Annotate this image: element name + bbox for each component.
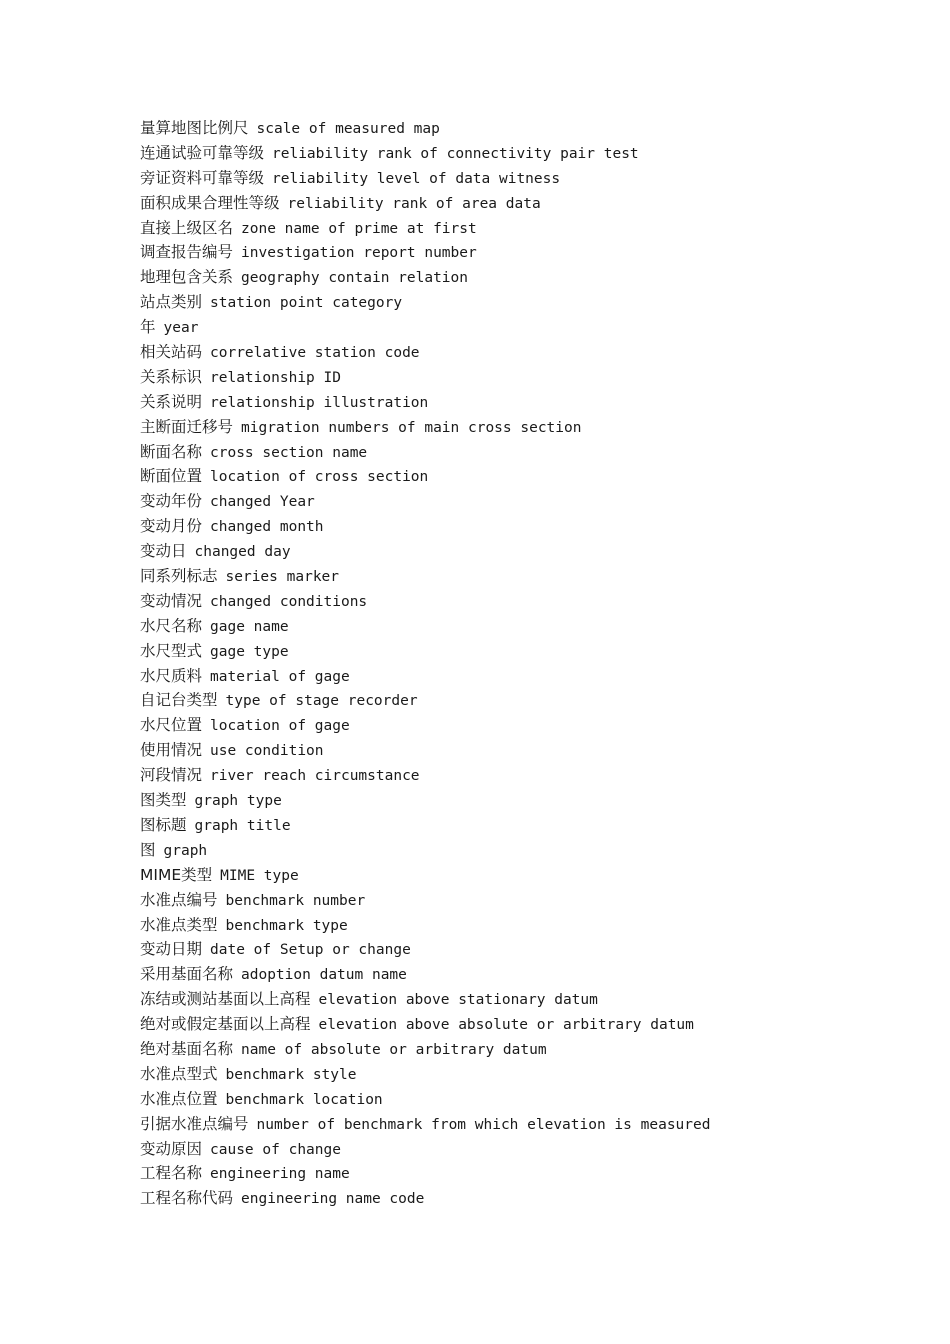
term-row [140, 141, 710, 166]
term-row [140, 340, 710, 365]
term-english: elevation above absolute or arbitrary datum [318, 1017, 694, 1034]
term-chinese: 水准点编号 [140, 890, 218, 909]
term-row [140, 688, 710, 713]
term-row [140, 1186, 710, 1211]
term-chinese: 引据水准点编号 [140, 1114, 249, 1133]
term-chinese: 河段情况 [140, 766, 203, 785]
term-row [140, 614, 710, 639]
term-chinese: 断面名称 [140, 442, 203, 461]
term-chinese: 图 [140, 840, 156, 859]
term-row [140, 888, 710, 913]
term-english: cross section name [210, 444, 368, 461]
term-english: use condition [210, 743, 324, 760]
term-chinese: 绝对基面名称 [140, 1039, 234, 1058]
term-english: benchmark number [225, 892, 366, 909]
term-chinese: 水尺型式 [140, 641, 203, 660]
term-english: reliability level of data witness [272, 170, 561, 187]
term-english: migration numbers of main cross section [241, 419, 582, 436]
term-english: graph title [194, 817, 291, 834]
term-chinese: 站点类别 [140, 293, 203, 312]
term-english: graph [163, 842, 208, 859]
term-row [140, 1012, 710, 1037]
term-row [140, 240, 710, 265]
term-row [140, 216, 710, 241]
term-chinese: 变动日期 [140, 940, 203, 959]
term-chinese: 量算地图比例尺 [140, 119, 249, 137]
term-chinese: 调查报告编号 [140, 243, 234, 262]
term-row [140, 1137, 710, 1162]
term-row [140, 365, 710, 390]
term-english: station point category [210, 295, 403, 312]
term-row [140, 838, 710, 863]
term-english: gage type [210, 643, 289, 660]
term-row [140, 639, 710, 664]
term-row [140, 1112, 710, 1137]
term-row [140, 191, 710, 216]
term-row [140, 962, 710, 987]
term-english: benchmark type [225, 917, 348, 934]
term-english: year [163, 320, 199, 337]
term-row [140, 913, 710, 938]
term-chinese: 主断面迁移号 [140, 417, 234, 436]
term-row [140, 1087, 710, 1112]
term-english: changed month [210, 519, 324, 536]
term-english: location of gage [210, 718, 350, 735]
term-english: cause of change [210, 1141, 341, 1158]
term-chinese: 同系列标志 [140, 567, 218, 586]
term-english: correlative station code [210, 345, 420, 362]
term-row [140, 664, 710, 689]
term-row [140, 788, 710, 813]
term-english: material of gage [210, 668, 350, 685]
term-chinese: 使用情况 [140, 741, 203, 760]
term-row [140, 813, 710, 838]
term-chinese: 冻结或测站基面以上高程 [140, 990, 311, 1009]
term-row [140, 987, 710, 1012]
term-chinese: 自记台类型 [140, 691, 218, 710]
term-english: reliability rank of connectivity pair test [272, 145, 639, 162]
term-chinese: 连通试验可靠等级 [140, 143, 265, 162]
term-english: location of cross section [210, 469, 429, 486]
term-row [140, 863, 710, 888]
term-chinese: 变动原因 [140, 1139, 203, 1158]
term-english: relationship ID [210, 369, 341, 386]
term-chinese: 关系说明 [140, 392, 203, 411]
term-row [140, 415, 710, 440]
term-row [140, 514, 710, 539]
term-chinese: 工程名称代码 [140, 1189, 234, 1208]
term-english: changed conditions [210, 593, 368, 610]
term-chinese: MIME类型 [140, 865, 213, 884]
term-chinese: 水准点型式 [140, 1064, 218, 1083]
term-chinese: 变动月份 [140, 517, 203, 536]
term-english: geography contain relation [241, 270, 468, 287]
term-chinese: 图类型 [140, 791, 187, 810]
term-chinese: 水尺位置 [140, 716, 203, 735]
term-english: reliability rank of area data [287, 195, 541, 212]
term-english: series marker [225, 569, 340, 586]
term-english: adoption datum name [241, 967, 407, 984]
term-row [140, 315, 710, 340]
term-row [140, 738, 710, 763]
term-row [140, 116, 710, 141]
term-row [140, 763, 710, 788]
term-english: engineering name [210, 1166, 350, 1183]
term-chinese: 绝对或假定基面以上高程 [140, 1015, 311, 1034]
term-chinese: 关系标识 [140, 367, 203, 386]
term-row [140, 290, 710, 315]
term-chinese: 变动年份 [140, 492, 203, 511]
term-english: graph type [194, 793, 282, 810]
term-chinese: 变动日 [140, 542, 187, 561]
term-english: benchmark style [225, 1066, 357, 1083]
term-chinese: 变动情况 [140, 591, 203, 610]
term-english: river reach circumstance [210, 768, 420, 785]
term-chinese: 年 [140, 318, 156, 337]
term-english: engineering name code [241, 1191, 425, 1208]
term-chinese: 水尺名称 [140, 616, 203, 635]
term-chinese: 水准点类型 [140, 915, 218, 934]
term-chinese: 工程名称 [140, 1164, 203, 1183]
term-chinese: 直接上级区名 [140, 218, 234, 237]
term-row [140, 166, 710, 191]
term-row [140, 489, 710, 514]
term-row [140, 1037, 710, 1062]
term-english: zone name of prime at first [241, 220, 477, 237]
term-row [140, 1062, 710, 1087]
term-english: number of benchmark from which elevation is measured [256, 1116, 711, 1133]
term-chinese: 旁证资料可靠等级 [140, 168, 265, 187]
term-row [140, 539, 710, 564]
term-row [140, 390, 710, 415]
term-chinese: 水准点位置 [140, 1089, 218, 1108]
term-chinese: 面积成果合理性等级 [140, 193, 280, 212]
term-english: type of stage recorder [225, 693, 418, 710]
term-row [140, 937, 710, 962]
term-chinese: 断面位置 [140, 467, 203, 486]
term-row [140, 1161, 710, 1186]
term-english: scale of measured map [256, 121, 440, 137]
term-english: investigation report number [241, 245, 477, 262]
term-english: changed Year [210, 494, 315, 511]
term-row [140, 265, 710, 290]
term-chinese: 相关站码 [140, 343, 203, 362]
term-english: elevation above stationary datum [318, 992, 598, 1009]
term-english: date of Setup or change [210, 942, 411, 959]
term-row [140, 589, 710, 614]
term-chinese: 图标题 [140, 815, 187, 834]
term-chinese: 水尺质料 [140, 666, 203, 685]
term-english: changed day [194, 544, 291, 561]
term-english: relationship illustration [210, 394, 429, 411]
term-chinese: 采用基面名称 [140, 965, 234, 984]
term-list [140, 116, 710, 1211]
term-english: benchmark location [225, 1091, 383, 1108]
term-row [140, 440, 710, 465]
term-row [140, 713, 710, 738]
term-row [140, 464, 710, 489]
term-row [140, 564, 710, 589]
term-english: MIME type [220, 867, 299, 884]
term-chinese: 地理包含关系 [140, 268, 234, 287]
term-english: name of absolute or arbitrary datum [241, 1041, 547, 1058]
term-english: gage name [210, 618, 289, 635]
